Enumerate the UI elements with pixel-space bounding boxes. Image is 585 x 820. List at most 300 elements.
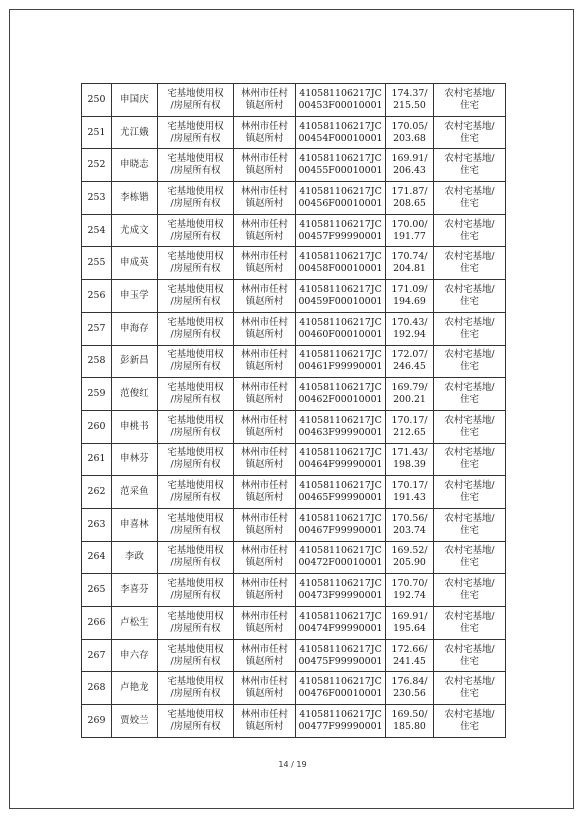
parcel-code-cell-line: 00458F00010001 — [298, 263, 383, 275]
table-row — [82, 345, 506, 378]
right-type-cell — [158, 116, 234, 149]
location-cell-line: 林州市任村 — [241, 349, 288, 361]
right-type-cell-line: /房屋所有权 — [170, 426, 221, 438]
parcel-code-cell-line: 00474F99990001 — [298, 622, 383, 634]
location-cell — [234, 149, 296, 182]
parcel-code-cell-line: 410581106217JC — [299, 185, 382, 197]
usage-cell-line: 住宅 — [460, 655, 479, 667]
owner-name-cell: 尤成文 — [112, 214, 158, 247]
record-rows — [82, 84, 506, 738]
location-cell-line: 镇赵所村 — [245, 165, 284, 177]
location-cell — [234, 476, 296, 509]
right-type-cell-line: /房屋所有权 — [170, 99, 221, 111]
parcel-code-cell-line: 00454F00010001 — [298, 132, 383, 144]
parcel-code-cell-line: 410581106217JC — [299, 218, 382, 230]
area-cell-line: 170.17/ — [391, 480, 428, 492]
row-number-cell: 262 — [82, 476, 112, 509]
location-cell-line: 林州市任村 — [241, 545, 288, 557]
owner-name-cell: 范采鱼 — [112, 476, 158, 509]
parcel-code-cell — [296, 378, 386, 411]
parcel-code-cell — [296, 639, 386, 672]
parcel-code-cell — [296, 182, 386, 215]
table-row — [82, 607, 506, 640]
row-number-cell: 254 — [82, 214, 112, 247]
owner-name-cell: 卢松生 — [112, 607, 158, 640]
right-type-cell-line: 宅基地使用权 — [167, 447, 224, 459]
usage-cell-line: 住宅 — [460, 688, 479, 700]
table-row — [82, 672, 506, 705]
location-cell — [234, 378, 296, 411]
usage-cell — [434, 508, 506, 541]
area-cell — [386, 639, 434, 672]
area-cell — [386, 378, 434, 411]
table-row — [82, 443, 506, 476]
usage-cell-line: 农村宅基地/ — [444, 676, 495, 688]
location-cell-line: 林州市任村 — [241, 316, 288, 328]
table-row — [82, 476, 506, 509]
location-cell — [234, 705, 296, 738]
parcel-code-cell-line: 410581106217JC — [299, 414, 382, 426]
usage-cell-line: 住宅 — [460, 557, 479, 569]
location-cell — [234, 443, 296, 476]
right-type-cell — [158, 280, 234, 313]
location-cell-line: 镇赵所村 — [245, 622, 284, 634]
row-number-cell: 260 — [82, 410, 112, 443]
parcel-code-cell-line: 410581106217JC — [299, 316, 382, 328]
row-number-cell: 267 — [82, 639, 112, 672]
location-cell-line: 镇赵所村 — [245, 688, 284, 700]
area-cell-line: 194.69 — [393, 295, 426, 307]
right-type-cell-line: /房屋所有权 — [170, 197, 221, 209]
owner-name-cell: 李政 — [112, 541, 158, 574]
parcel-code-cell-line: 410581106217JC — [299, 447, 382, 459]
area-cell-line: 205.90 — [393, 557, 426, 569]
usage-cell-line: 农村宅基地/ — [444, 414, 495, 426]
usage-cell — [434, 705, 506, 738]
parcel-code-cell-line: 00477F99990001 — [298, 720, 383, 732]
area-cell — [386, 672, 434, 705]
area-cell-line: 170.17/ — [391, 414, 428, 426]
usage-cell-line: 住宅 — [460, 230, 479, 242]
usage-cell-line: 住宅 — [460, 590, 479, 602]
location-cell-line: 林州市任村 — [241, 447, 288, 459]
record-table-wrap — [81, 83, 505, 738]
right-type-cell-line: /房屋所有权 — [170, 328, 221, 340]
right-type-cell — [158, 508, 234, 541]
parcel-code-cell-line: 00461F99990001 — [298, 361, 383, 373]
area-cell-line: 170.00/ — [391, 218, 428, 230]
usage-cell-line: 住宅 — [460, 165, 479, 177]
parcel-code-cell — [296, 476, 386, 509]
usage-cell-line: 农村宅基地/ — [444, 480, 495, 492]
owner-name-cell: 彭新昌 — [112, 345, 158, 378]
location-cell — [234, 574, 296, 607]
area-cell — [386, 280, 434, 313]
location-cell-line: 林州市任村 — [241, 512, 288, 524]
location-cell-line: 林州市任村 — [241, 643, 288, 655]
location-cell-line: 林州市任村 — [241, 87, 288, 99]
usage-cell-line: 住宅 — [460, 263, 479, 275]
area-cell — [386, 508, 434, 541]
owner-name-cell: 申海存 — [112, 312, 158, 345]
usage-cell — [434, 116, 506, 149]
location-cell-line: 林州市任村 — [241, 251, 288, 263]
right-type-cell-line: 宅基地使用权 — [167, 283, 224, 295]
location-cell-line: 林州市任村 — [241, 382, 288, 394]
parcel-code-cell — [296, 607, 386, 640]
table-row — [82, 574, 506, 607]
usage-cell-line: 住宅 — [460, 361, 479, 373]
right-type-cell — [158, 574, 234, 607]
location-cell — [234, 639, 296, 672]
area-cell-line: 169.91/ — [391, 153, 428, 165]
parcel-code-cell — [296, 84, 386, 117]
owner-name-cell: 申晓志 — [112, 149, 158, 182]
area-cell-line: 215.50 — [393, 99, 426, 111]
usage-cell — [434, 214, 506, 247]
row-number-cell: 268 — [82, 672, 112, 705]
right-type-cell-line: 宅基地使用权 — [167, 414, 224, 426]
usage-cell — [434, 84, 506, 117]
area-cell-line: 212.65 — [393, 426, 426, 438]
row-number-cell: 261 — [82, 443, 112, 476]
area-cell-line: 170.05/ — [391, 120, 428, 132]
area-cell — [386, 247, 434, 280]
area-cell-line: 191.77 — [393, 230, 426, 242]
parcel-code-cell-line: 410581106217JC — [299, 480, 382, 492]
parcel-code-cell-line: 410581106217JC — [299, 153, 382, 165]
location-cell — [234, 247, 296, 280]
table-row — [82, 410, 506, 443]
usage-cell-line: 农村宅基地/ — [444, 87, 495, 99]
usage-cell-line: 住宅 — [460, 622, 479, 634]
right-type-cell-line: 宅基地使用权 — [167, 87, 224, 99]
area-cell-line: 200.21 — [393, 394, 426, 406]
location-cell-line: 林州市任村 — [241, 218, 288, 230]
usage-cell-line: 农村宅基地/ — [444, 512, 495, 524]
table-row — [82, 116, 506, 149]
parcel-code-cell — [296, 116, 386, 149]
row-number-cell: 253 — [82, 182, 112, 215]
parcel-code-cell — [296, 280, 386, 313]
right-type-cell-line: 宅基地使用权 — [167, 218, 224, 230]
right-type-cell-line: /房屋所有权 — [170, 688, 221, 700]
table-row — [82, 247, 506, 280]
right-type-cell — [158, 410, 234, 443]
usage-cell-line: 农村宅基地/ — [444, 382, 495, 394]
row-number-cell: 252 — [82, 149, 112, 182]
location-cell-line: 镇赵所村 — [245, 524, 284, 536]
area-cell — [386, 443, 434, 476]
area-cell — [386, 84, 434, 117]
location-cell — [234, 345, 296, 378]
parcel-code-cell-line: 410581106217JC — [299, 643, 382, 655]
area-cell-line: 169.91/ — [391, 610, 428, 622]
area-cell-line: 171.09/ — [391, 283, 428, 295]
right-type-cell-line: 宅基地使用权 — [167, 480, 224, 492]
location-cell — [234, 607, 296, 640]
location-cell-line: 林州市任村 — [241, 120, 288, 132]
area-cell-line: 169.79/ — [391, 382, 428, 394]
right-type-cell-line: /房屋所有权 — [170, 459, 221, 471]
right-type-cell-line: 宅基地使用权 — [167, 610, 224, 622]
usage-cell — [434, 672, 506, 705]
right-type-cell — [158, 705, 234, 738]
area-cell-line: 208.65 — [393, 197, 426, 209]
usage-cell-line: 住宅 — [460, 394, 479, 406]
location-cell-line: 镇赵所村 — [245, 426, 284, 438]
parcel-code-cell-line: 00453F00010001 — [298, 99, 383, 111]
parcel-code-cell — [296, 672, 386, 705]
owner-name-cell: 申国庆 — [112, 84, 158, 117]
usage-cell-line: 农村宅基地/ — [444, 283, 495, 295]
page-number: 14 / 19 — [278, 760, 307, 769]
area-cell-line: 203.74 — [393, 524, 426, 536]
usage-cell — [434, 574, 506, 607]
parcel-code-cell — [296, 574, 386, 607]
location-cell-line: 林州市任村 — [241, 153, 288, 165]
parcel-code-cell-line: 410581106217JC — [299, 578, 382, 590]
parcel-code-cell-line: 00476F00010001 — [298, 688, 383, 700]
table-row — [82, 182, 506, 215]
location-cell-line: 林州市任村 — [241, 610, 288, 622]
usage-cell-line: 住宅 — [460, 197, 479, 209]
right-type-cell-line: 宅基地使用权 — [167, 545, 224, 557]
location-cell — [234, 508, 296, 541]
right-type-cell-line: 宅基地使用权 — [167, 676, 224, 688]
parcel-code-cell — [296, 443, 386, 476]
area-cell-line: 185.80 — [393, 720, 426, 732]
row-number-cell: 264 — [82, 541, 112, 574]
right-type-cell — [158, 607, 234, 640]
row-number-cell: 263 — [82, 508, 112, 541]
owner-name-cell: 申桃书 — [112, 410, 158, 443]
parcel-code-cell-line: 00473F99990001 — [298, 590, 383, 602]
location-cell-line: 镇赵所村 — [245, 197, 284, 209]
usage-cell-line: 农村宅基地/ — [444, 153, 495, 165]
parcel-code-cell — [296, 410, 386, 443]
location-cell-line: 镇赵所村 — [245, 459, 284, 471]
area-cell-line: 246.45 — [393, 361, 426, 373]
usage-cell — [434, 443, 506, 476]
right-type-cell-line: 宅基地使用权 — [167, 251, 224, 263]
parcel-code-cell — [296, 508, 386, 541]
table-row — [82, 378, 506, 411]
usage-cell-line: 农村宅基地/ — [444, 447, 495, 459]
owner-name-cell: 李喜芬 — [112, 574, 158, 607]
parcel-code-cell-line: 410581106217JC — [299, 87, 382, 99]
row-number-cell: 251 — [82, 116, 112, 149]
area-cell — [386, 410, 434, 443]
location-cell-line: 镇赵所村 — [245, 263, 284, 275]
parcel-code-cell — [296, 312, 386, 345]
usage-cell — [434, 345, 506, 378]
right-type-cell — [158, 378, 234, 411]
table-row — [82, 705, 506, 738]
parcel-code-cell — [296, 247, 386, 280]
right-type-cell-line: /房屋所有权 — [170, 361, 221, 373]
parcel-code-cell-line: 00472F00010001 — [298, 557, 383, 569]
parcel-code-cell — [296, 345, 386, 378]
right-type-cell — [158, 345, 234, 378]
owner-name-cell: 申六存 — [112, 639, 158, 672]
area-cell-line: 230.56 — [393, 688, 426, 700]
usage-cell-line: 住宅 — [460, 720, 479, 732]
area-cell-line: 170.43/ — [391, 316, 428, 328]
parcel-code-cell-line: 410581106217JC — [299, 708, 382, 720]
area-cell-line: 172.66/ — [391, 643, 428, 655]
area-cell-line: 171.43/ — [391, 447, 428, 459]
area-cell-line: 169.52/ — [391, 545, 428, 557]
parcel-code-cell-line: 00464F99990001 — [298, 459, 383, 471]
area-cell-line: 198.39 — [393, 459, 426, 471]
right-type-cell-line: 宅基地使用权 — [167, 643, 224, 655]
parcel-code-cell-line: 00462F00010001 — [298, 394, 383, 406]
table-row — [82, 214, 506, 247]
parcel-code-cell-line: 410581106217JC — [299, 545, 382, 557]
location-cell-line: 林州市任村 — [241, 480, 288, 492]
parcel-code-cell-line: 410581106217JC — [299, 610, 382, 622]
area-cell — [386, 607, 434, 640]
owner-name-cell: 贾姣兰 — [112, 705, 158, 738]
location-cell-line: 镇赵所村 — [245, 720, 284, 732]
right-type-cell-line: /房屋所有权 — [170, 557, 221, 569]
usage-cell — [434, 476, 506, 509]
usage-cell-line: 农村宅基地/ — [444, 218, 495, 230]
right-type-cell-line: /房屋所有权 — [170, 524, 221, 536]
right-type-cell-line: 宅基地使用权 — [167, 708, 224, 720]
usage-cell-line: 农村宅基地/ — [444, 251, 495, 263]
table-row — [82, 84, 506, 117]
usage-cell-line: 住宅 — [460, 492, 479, 504]
area-cell — [386, 476, 434, 509]
table-row — [82, 508, 506, 541]
area-cell — [386, 705, 434, 738]
usage-cell-line: 农村宅基地/ — [444, 349, 495, 361]
right-type-cell — [158, 84, 234, 117]
area-cell — [386, 116, 434, 149]
location-cell-line: 镇赵所村 — [245, 557, 284, 569]
area-cell — [386, 345, 434, 378]
location-cell — [234, 672, 296, 705]
right-type-cell — [158, 443, 234, 476]
location-cell — [234, 214, 296, 247]
location-cell — [234, 312, 296, 345]
parcel-code-cell-line: 00455F00010001 — [298, 165, 383, 177]
row-number-cell: 256 — [82, 280, 112, 313]
location-cell-line: 镇赵所村 — [245, 99, 284, 111]
usage-cell-line: 农村宅基地/ — [444, 610, 495, 622]
location-cell — [234, 182, 296, 215]
right-type-cell — [158, 149, 234, 182]
right-type-cell-line: /房屋所有权 — [170, 590, 221, 602]
right-type-cell-line: 宅基地使用权 — [167, 120, 224, 132]
owner-name-cell: 申成英 — [112, 247, 158, 280]
area-cell — [386, 312, 434, 345]
parcel-code-cell-line: 410581106217JC — [299, 251, 382, 263]
right-type-cell — [158, 639, 234, 672]
location-cell-line: 林州市任村 — [241, 676, 288, 688]
row-number-cell: 250 — [82, 84, 112, 117]
right-type-cell — [158, 182, 234, 215]
area-cell-line: 241.45 — [393, 655, 426, 667]
right-type-cell — [158, 247, 234, 280]
usage-cell-line: 住宅 — [460, 426, 479, 438]
usage-cell — [434, 378, 506, 411]
location-cell-line: 镇赵所村 — [245, 132, 284, 144]
right-type-cell — [158, 541, 234, 574]
area-cell-line: 171.87/ — [391, 185, 428, 197]
parcel-code-cell-line: 00467F99990001 — [298, 524, 383, 536]
location-cell — [234, 116, 296, 149]
location-cell-line: 镇赵所村 — [245, 295, 284, 307]
area-cell-line: 195.64 — [393, 622, 426, 634]
parcel-code-cell-line: 410581106217JC — [299, 120, 382, 132]
record-table — [81, 83, 506, 738]
area-cell-line: 203.68 — [393, 132, 426, 144]
usage-cell — [434, 149, 506, 182]
area-cell-line: 170.70/ — [391, 578, 428, 590]
usage-cell-line: 住宅 — [460, 132, 479, 144]
usage-cell — [434, 410, 506, 443]
area-cell-line: 174.37/ — [391, 87, 428, 99]
parcel-code-cell-line: 00475F99990001 — [298, 655, 383, 667]
parcel-code-cell — [296, 541, 386, 574]
usage-cell-line: 住宅 — [460, 328, 479, 340]
right-type-cell-line: 宅基地使用权 — [167, 349, 224, 361]
location-cell-line: 林州市任村 — [241, 578, 288, 590]
row-number-cell: 258 — [82, 345, 112, 378]
parcel-code-cell-line: 00465F99990001 — [298, 492, 383, 504]
usage-cell — [434, 247, 506, 280]
usage-cell-line: 住宅 — [460, 295, 479, 307]
usage-cell — [434, 182, 506, 215]
right-type-cell-line: 宅基地使用权 — [167, 185, 224, 197]
area-cell-line: 204.81 — [393, 263, 426, 275]
right-type-cell — [158, 672, 234, 705]
right-type-cell-line: /房屋所有权 — [170, 165, 221, 177]
area-cell-line: 170.56/ — [391, 512, 428, 524]
location-cell-line: 镇赵所村 — [245, 361, 284, 373]
area-cell — [386, 182, 434, 215]
parcel-code-cell-line: 410581106217JC — [299, 512, 382, 524]
location-cell — [234, 541, 296, 574]
usage-cell-line: 住宅 — [460, 99, 479, 111]
right-type-cell-line: 宅基地使用权 — [167, 512, 224, 524]
usage-cell — [434, 312, 506, 345]
row-number-cell: 266 — [82, 607, 112, 640]
usage-cell — [434, 280, 506, 313]
area-cell-line: 170.74/ — [391, 251, 428, 263]
parcel-code-cell-line: 00463F99990001 — [298, 426, 383, 438]
location-cell — [234, 84, 296, 117]
parcel-code-cell-line: 00456F00010001 — [298, 197, 383, 209]
area-cell-line: 206.43 — [393, 165, 426, 177]
parcel-code-cell — [296, 214, 386, 247]
right-type-cell-line: /房屋所有权 — [170, 263, 221, 275]
row-number-cell: 259 — [82, 378, 112, 411]
right-type-cell — [158, 214, 234, 247]
location-cell-line: 林州市任村 — [241, 708, 288, 720]
table-row — [82, 541, 506, 574]
location-cell-line: 镇赵所村 — [245, 590, 284, 602]
owner-name-cell: 李栋锴 — [112, 182, 158, 215]
table-row — [82, 149, 506, 182]
area-cell-line: 192.94 — [393, 328, 426, 340]
location-cell-line: 镇赵所村 — [245, 492, 284, 504]
location-cell — [234, 280, 296, 313]
usage-cell-line: 农村宅基地/ — [444, 316, 495, 328]
